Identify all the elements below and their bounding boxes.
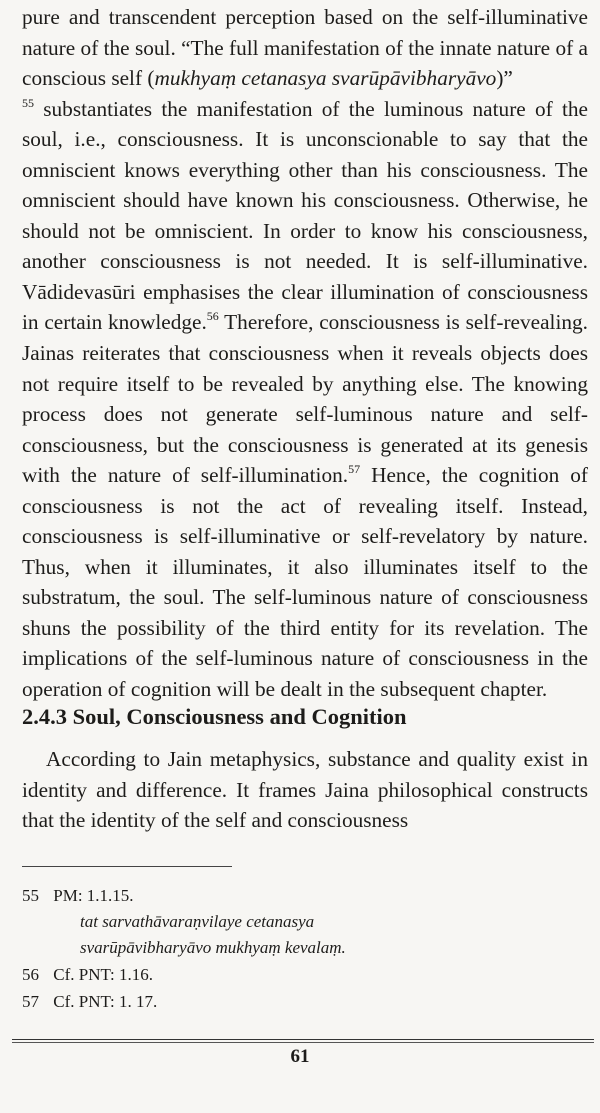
paragraph-text: Hence, the cognition of consciousness is not the act of revealing itself. Instead, consciousness is self-illuminative or self-revelatory by nature. Thus, when it illuminates, it also illuminates itself to the substratum, the soul. The self-luminous nature of consciousness shuns the possibility of the third entity for its revelation. The implications of the self-luminous nature of consciousness in the operation of cognition will be dealt in the subsequent chapter. (22, 463, 588, 702)
paragraph-text: Therefore, consciousness is self-revealing. Jainas reiterates that consciousness when it reveals objects does not require itself to be revealed by anything else. The knowing process does not generate self-luminous nature and self-consciousness, but the consciousness is generated at its genesis with the nature of self-illumination. (22, 310, 588, 488)
page-number: 61 (290, 1046, 310, 1067)
bottom-rule-thin (12, 1042, 594, 1043)
italic-sanskrit-term: mukhyaṃ cetanasya svarūpāvibharyāvo (154, 66, 497, 91)
footnote-55 (22, 883, 582, 909)
footnote-ref-57[interactable]: 57 (348, 462, 361, 477)
footnote-text: Cf. PNT: 1.16. (53, 965, 153, 984)
footnote-text: Cf. PNT: 1. 17. (53, 992, 158, 1011)
footnote-55-quote-line1: tat sarvathāvaraṇvilaye cetanasya (80, 912, 315, 931)
footnote-text: PM: 1.1.15. (53, 886, 134, 905)
footnote-57 (22, 989, 582, 1015)
paragraph-text: pure and transcendent perception based on the self-illuminative nature of the soul. “The full manifestation of the innate nature of a conscious self ( (22, 5, 588, 91)
paragraph-text: )” (496, 66, 513, 91)
footnote-ref-55[interactable]: 55 (22, 95, 34, 110)
main-paragraph (22, 2, 588, 705)
section-heading: 2.4.3 Soul, Consciousness and Cognition (22, 704, 407, 729)
footnote-ref-56[interactable]: 56 (206, 309, 219, 324)
footnote-divider (22, 866, 232, 867)
footnote-55-quote-line2: svarūpāvibharyāvo mukhyaṃ kevalaṃ. (80, 938, 346, 957)
footnote-number: 57 (22, 992, 39, 1011)
footnote-number: 55 (22, 886, 39, 905)
footnote-number: 56 (22, 965, 39, 984)
bottom-rule (12, 1039, 594, 1040)
second-paragraph: According to Jain metaphysics, substance and quality exist in identity and difference. It frames Jaina philosophical constructs that the identity of the self and consciousness (22, 747, 588, 832)
paragraph-text: substantiates the manifestation of the luminous nature of the soul, i.e., consciousness. It is unconscionable to say that the omniscient knows everything other than his consciousness. The omniscient should have known his consciousness. Otherwise, he should not be omniscient. In order to know his consciousness, another consciousness is not needed. It is self-illuminative. Vādidevasūri emphasises the clear illumination of consciousness in certain knowledge. (22, 96, 588, 335)
footnote-56 (22, 962, 582, 988)
